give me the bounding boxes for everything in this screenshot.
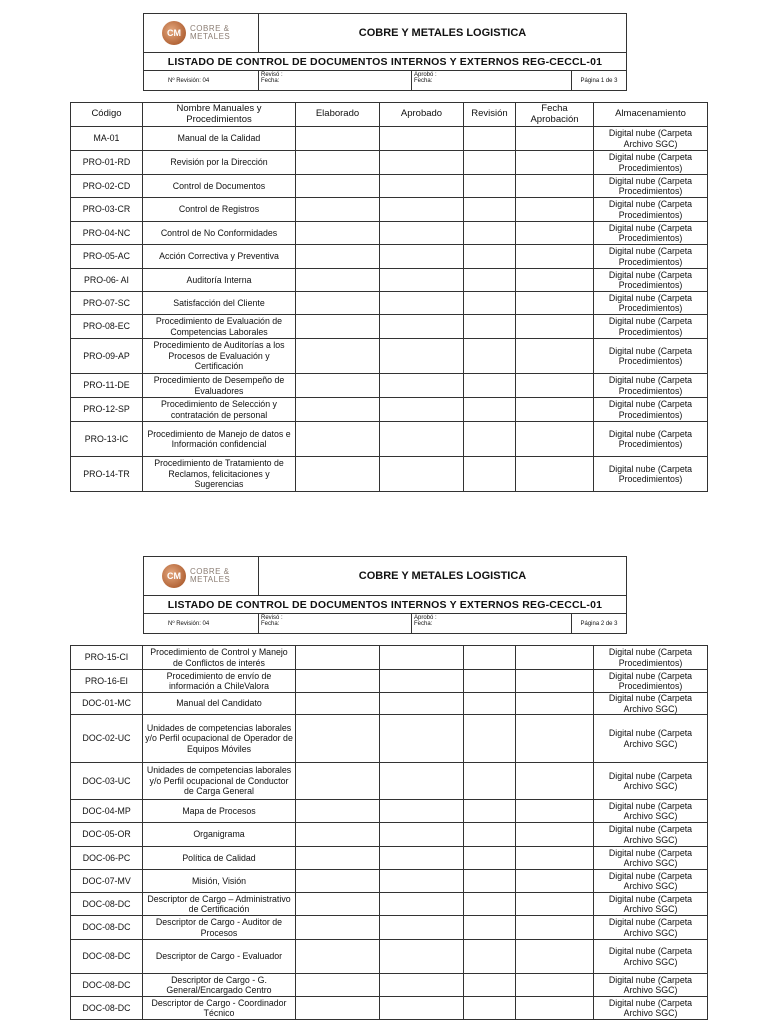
elaborado-cell [296,398,380,422]
elaborado-cell [296,175,380,198]
elaborado-cell [296,670,380,693]
aprobado-cell [380,693,464,715]
company-logo [144,564,258,588]
revision-cell [464,198,516,222]
elaborado-cell [296,847,380,870]
table-row [71,800,708,823]
aprobado-cell [380,997,464,1020]
fecha-label: Fecha: [261,78,280,84]
table-row [71,245,708,269]
name-cell: Manual de la Calidad [143,127,296,151]
name-cell: Descriptor de Cargo – Administrativo de Certificación [143,893,296,916]
code-cell: PRO-09-AP [71,339,143,374]
code-cell: DOC-04-MP [71,800,143,823]
name-cell: Unidades de competencias laborales y/o Perfil ocupacional de Conductor de Carga General [143,763,296,800]
fecha-aprobacion-cell [516,916,594,940]
name-cell: Procedimiento de Selección y contratación de personal [143,398,296,422]
elaborado-cell [296,870,380,893]
code-cell: PRO-08-EC [71,315,143,339]
name-cell: Manual del Candidato [143,693,296,715]
storage-cell: Digital nube (Carpeta Archivo SGC) [594,847,708,870]
table-row [71,870,708,893]
code-cell: DOC-03-UC [71,763,143,800]
table-row [71,823,708,847]
col-header-fecha-aprobacion: Fecha Aprobación [516,103,594,127]
name-cell: Misión, Visión [143,870,296,893]
storage-cell: Digital nube (Carpeta Archivo SGC) [594,693,708,715]
revision-cell [464,151,516,175]
reviso-label: Revisó : [261,615,283,621]
fecha-aprobacion-cell [516,763,594,800]
aprobado-cell [380,893,464,916]
logo-line-2: METALES [190,32,231,41]
storage-cell: Digital nube (Carpeta Procedimientos) [594,198,708,222]
revision-cell [464,374,516,398]
elaborado-cell [296,422,380,457]
revision-cell [464,245,516,269]
storage-cell: Digital nube (Carpeta Archivo SGC) [594,823,708,847]
aprobado-cell [380,127,464,151]
logo-line-1: COBRE & [190,24,230,33]
name-cell: Revisión por la Dirección [143,151,296,175]
fecha-aprobacion-cell [516,997,594,1020]
code-cell: DOC-08-DC [71,916,143,940]
table-row [71,693,708,715]
elaborado-cell [296,916,380,940]
name-cell: Auditoría Interna [143,269,296,292]
logo-line-2: METALES [190,575,231,584]
name-cell: Procedimiento de Auditorías a los Procesos de Evaluación y Certificación [143,339,296,374]
aprobado-cell [380,457,464,492]
fecha-aprobacion-cell [516,646,594,670]
revision-cell [464,315,516,339]
revision-cell [464,870,516,893]
aprobado-cell [380,245,464,269]
name-cell: Descriptor de Cargo - G. General/Encargado Centro [143,974,296,997]
storage-cell: Digital nube (Carpeta Procedimientos) [594,457,708,492]
aprobado-cell [380,175,464,198]
revision-cell [464,292,516,315]
aprobado-cell [380,198,464,222]
page-number: Página 1 de 3 [572,71,627,91]
logo-circle-icon: CM [162,21,186,45]
code-cell: PRO-04-NC [71,222,143,245]
revision-cell [464,940,516,974]
fecha-aprobacion-cell [516,800,594,823]
revision-cell [464,646,516,670]
col-header-revision: Revisión [464,103,516,127]
elaborado-cell [296,997,380,1020]
aprobado-cell [380,339,464,374]
form-header-page-2 [143,556,627,634]
elaborado-cell [296,245,380,269]
aprobado-cell [380,847,464,870]
elaborado-cell [296,374,380,398]
table-row [71,198,708,222]
fecha-aprobacion-cell [516,222,594,245]
logo-cell [144,14,259,53]
revision-number: Nº Revisión: 04 [144,71,259,91]
fecha-aprobacion-cell [516,422,594,457]
fecha-aprobacion-cell [516,847,594,870]
storage-cell: Digital nube (Carpeta Archivo SGC) [594,940,708,974]
name-cell: Mapa de Procesos [143,800,296,823]
storage-cell: Digital nube (Carpeta Procedimientos) [594,245,708,269]
code-cell: MA-01 [71,127,143,151]
elaborado-cell [296,893,380,916]
code-cell: PRO-03-CR [71,198,143,222]
table-row [71,292,708,315]
aprobo-label: Aprobó : [414,72,437,78]
revision-cell [464,269,516,292]
fecha-aprobacion-cell [516,374,594,398]
table-row [71,151,708,175]
code-cell: DOC-08-DC [71,893,143,916]
revision-cell [464,763,516,800]
name-cell: Procedimiento de Tratamiento de Reclamos, felicitaciones y Sugerencias [143,457,296,492]
table-row [71,175,708,198]
storage-cell: Digital nube (Carpeta Procedimientos) [594,292,708,315]
table-row [71,715,708,763]
aprobado-cell [380,823,464,847]
name-cell: Descriptor de Cargo - Auditor de Procesos [143,916,296,940]
aprobado-cell [380,646,464,670]
name-cell: Descriptor de Cargo - Coordinador Técnico [143,997,296,1020]
storage-cell: Digital nube (Carpeta Archivo SGC) [594,715,708,763]
table-row [71,646,708,670]
fecha-aprobacion-cell [516,269,594,292]
fecha-aprobacion-cell [516,398,594,422]
aprobado-cell [380,715,464,763]
table-row [71,222,708,245]
fecha-aprobacion-cell [516,823,594,847]
revision-cell [464,222,516,245]
fecha-label: Fecha: [261,621,280,627]
code-cell: DOC-02-UC [71,715,143,763]
code-cell: DOC-05-OR [71,823,143,847]
table-row [71,847,708,870]
aprobado-cell [380,151,464,175]
code-cell: PRO-13-IC [71,422,143,457]
aprobado-cell [380,940,464,974]
name-cell: Control de Documentos [143,175,296,198]
code-cell: PRO-01-RD [71,151,143,175]
table-row [71,763,708,800]
fecha-aprobacion-cell [516,974,594,997]
aprobado-cell [380,670,464,693]
elaborado-cell [296,222,380,245]
revision-cell [464,175,516,198]
storage-cell: Digital nube (Carpeta Archivo SGC) [594,127,708,151]
elaborado-cell [296,151,380,175]
aprobado-cell [380,374,464,398]
reviso-label: Revisó : [261,72,283,78]
table-row [71,670,708,693]
table-row [71,398,708,422]
aprobado-cell [380,398,464,422]
code-cell: DOC-08-DC [71,974,143,997]
code-cell: DOC-08-DC [71,940,143,974]
table-row [71,422,708,457]
code-cell: PRO-06- AI [71,269,143,292]
storage-cell: Digital nube (Carpeta Procedimientos) [594,269,708,292]
col-header-name: Nombre Manuales y Procedimientos [143,103,296,127]
name-cell: Descriptor de Cargo - Evaluador [143,940,296,974]
revision-cell [464,693,516,715]
aprobado-cell [380,763,464,800]
fecha-aprobacion-cell [516,693,594,715]
fecha-aprobacion-cell [516,457,594,492]
elaborado-cell [296,715,380,763]
revision-cell [464,398,516,422]
code-cell: PRO-05-AC [71,245,143,269]
code-cell: PRO-12-SP [71,398,143,422]
revision-cell [464,847,516,870]
aprobado-cell [380,916,464,940]
aprobo-label: Aprobó : [414,615,437,621]
name-cell: Procedimiento de Control y Manejo de Conflictos de interés [143,646,296,670]
table-row [71,940,708,974]
revision-number: Nº Revisión: 04 [144,614,259,634]
name-cell: Organigrama [143,823,296,847]
table-row [71,457,708,492]
col-header-aprobado: Aprobado [380,103,464,127]
elaborado-cell [296,693,380,715]
company-name: COBRE Y METALES LOGISTICA [259,14,627,53]
elaborado-cell [296,292,380,315]
storage-cell: Digital nube (Carpeta Procedimientos) [594,646,708,670]
fecha-aprobacion-cell [516,198,594,222]
fecha-aprobacion-cell [516,315,594,339]
table-row [71,374,708,398]
table-row [71,127,708,151]
name-cell: Satisfacción del Cliente [143,292,296,315]
code-cell: PRO-02-CD [71,175,143,198]
storage-cell: Digital nube (Carpeta Procedimientos) [594,398,708,422]
elaborado-cell [296,127,380,151]
table-row [71,974,708,997]
fecha-label: Fecha: [414,78,433,84]
table-row [71,269,708,292]
table-row [71,916,708,940]
fecha-aprobacion-cell [516,151,594,175]
name-cell: Procedimiento de envío de información a ChileValora [143,670,296,693]
storage-cell: Digital nube (Carpeta Archivo SGC) [594,974,708,997]
elaborado-cell [296,646,380,670]
storage-cell: Digital nube (Carpeta Procedimientos) [594,222,708,245]
table-row [71,339,708,374]
code-cell: PRO-15-CI [71,646,143,670]
reviso-cell [259,614,412,634]
revision-cell [464,339,516,374]
documents-table-page-1 [70,102,708,492]
revision-cell [464,670,516,693]
elaborado-cell [296,198,380,222]
col-header-elaborado: Elaborado [296,103,380,127]
revision-cell [464,127,516,151]
aprobo-cell [412,614,572,634]
aprobado-cell [380,974,464,997]
aprobado-cell [380,269,464,292]
elaborado-cell [296,763,380,800]
page-number: Página 2 de 3 [572,614,627,634]
fecha-aprobacion-cell [516,940,594,974]
company-logo [144,21,258,45]
storage-cell: Digital nube (Carpeta Procedimientos) [594,422,708,457]
elaborado-cell [296,457,380,492]
storage-cell: Digital nube (Carpeta Procedimientos) [594,315,708,339]
logo-cell [144,557,259,596]
aprobado-cell [380,222,464,245]
code-cell: DOC-01-MC [71,693,143,715]
reviso-cell [259,71,412,91]
storage-cell: Digital nube (Carpeta Procedimientos) [594,175,708,198]
code-cell: DOC-07-MV [71,870,143,893]
code-cell: PRO-07-SC [71,292,143,315]
storage-cell: Digital nube (Carpeta Archivo SGC) [594,763,708,800]
list-title: LISTADO DE CONTROL DE DOCUMENTOS INTERNOS Y EXTERNOS REG-CECCL-01 [144,53,627,71]
name-cell: Procedimiento de Manejo de datos e Información confidencial [143,422,296,457]
storage-cell: Digital nube (Carpeta Archivo SGC) [594,997,708,1020]
fecha-aprobacion-cell [516,670,594,693]
form-header-page-1 [143,13,627,91]
fecha-aprobacion-cell [516,715,594,763]
logo-circle-icon: CM [162,564,186,588]
elaborado-cell [296,339,380,374]
revision-cell [464,997,516,1020]
aprobado-cell [380,292,464,315]
code-cell: PRO-16-EI [71,670,143,693]
storage-cell: Digital nube (Carpeta Archivo SGC) [594,916,708,940]
name-cell: Política de Calidad [143,847,296,870]
table-row [71,893,708,916]
fecha-aprobacion-cell [516,339,594,374]
fecha-aprobacion-cell [516,175,594,198]
name-cell: Control de Registros [143,198,296,222]
elaborado-cell [296,315,380,339]
documents-table-page-2 [70,645,708,1020]
logo-line-1: COBRE & [190,567,230,576]
code-cell: PRO-14-TR [71,457,143,492]
revision-cell [464,893,516,916]
revision-cell [464,457,516,492]
list-title: LISTADO DE CONTROL DE DOCUMENTOS INTERNOS Y EXTERNOS REG-CECCL-01 [144,596,627,614]
fecha-aprobacion-cell [516,893,594,916]
revision-cell [464,800,516,823]
fecha-aprobacion-cell [516,245,594,269]
fecha-aprobacion-cell [516,292,594,315]
storage-cell: Digital nube (Carpeta Archivo SGC) [594,893,708,916]
code-cell: PRO-11-DE [71,374,143,398]
revision-cell [464,916,516,940]
fecha-aprobacion-cell [516,870,594,893]
name-cell: Acción Correctiva y Preventiva [143,245,296,269]
revision-cell [464,715,516,763]
fecha-aprobacion-cell [516,127,594,151]
aprobado-cell [380,422,464,457]
elaborado-cell [296,800,380,823]
table-row [71,315,708,339]
elaborado-cell [296,974,380,997]
code-cell: DOC-06-PC [71,847,143,870]
name-cell: Unidades de competencias laborales y/o Perfil ocupacional de Operador de Equipos Móviles [143,715,296,763]
aprobado-cell [380,800,464,823]
col-header-almacenamiento: Almacenamiento [594,103,708,127]
aprobado-cell [380,870,464,893]
elaborado-cell [296,940,380,974]
storage-cell: Digital nube (Carpeta Archivo SGC) [594,870,708,893]
code-cell: DOC-08-DC [71,997,143,1020]
name-cell: Procedimiento de Evaluación de Competencias Laborales [143,315,296,339]
revision-cell [464,974,516,997]
aprobado-cell [380,315,464,339]
table-row [71,997,708,1020]
fecha-label: Fecha: [414,621,433,627]
company-name: COBRE Y METALES LOGISTICA [259,557,627,596]
storage-cell: Digital nube (Carpeta Procedimientos) [594,374,708,398]
storage-cell: Digital nube (Carpeta Procedimientos) [594,339,708,374]
name-cell: Control de No Conformidades [143,222,296,245]
elaborado-cell [296,823,380,847]
aprobo-cell [412,71,572,91]
revision-cell [464,823,516,847]
storage-cell: Digital nube (Carpeta Procedimientos) [594,151,708,175]
revision-cell [464,422,516,457]
storage-cell: Digital nube (Carpeta Archivo SGC) [594,800,708,823]
storage-cell: Digital nube (Carpeta Procedimientos) [594,670,708,693]
name-cell: Procedimiento de Desempeño de Evaluadores [143,374,296,398]
elaborado-cell [296,269,380,292]
col-header-code: Código [71,103,143,127]
